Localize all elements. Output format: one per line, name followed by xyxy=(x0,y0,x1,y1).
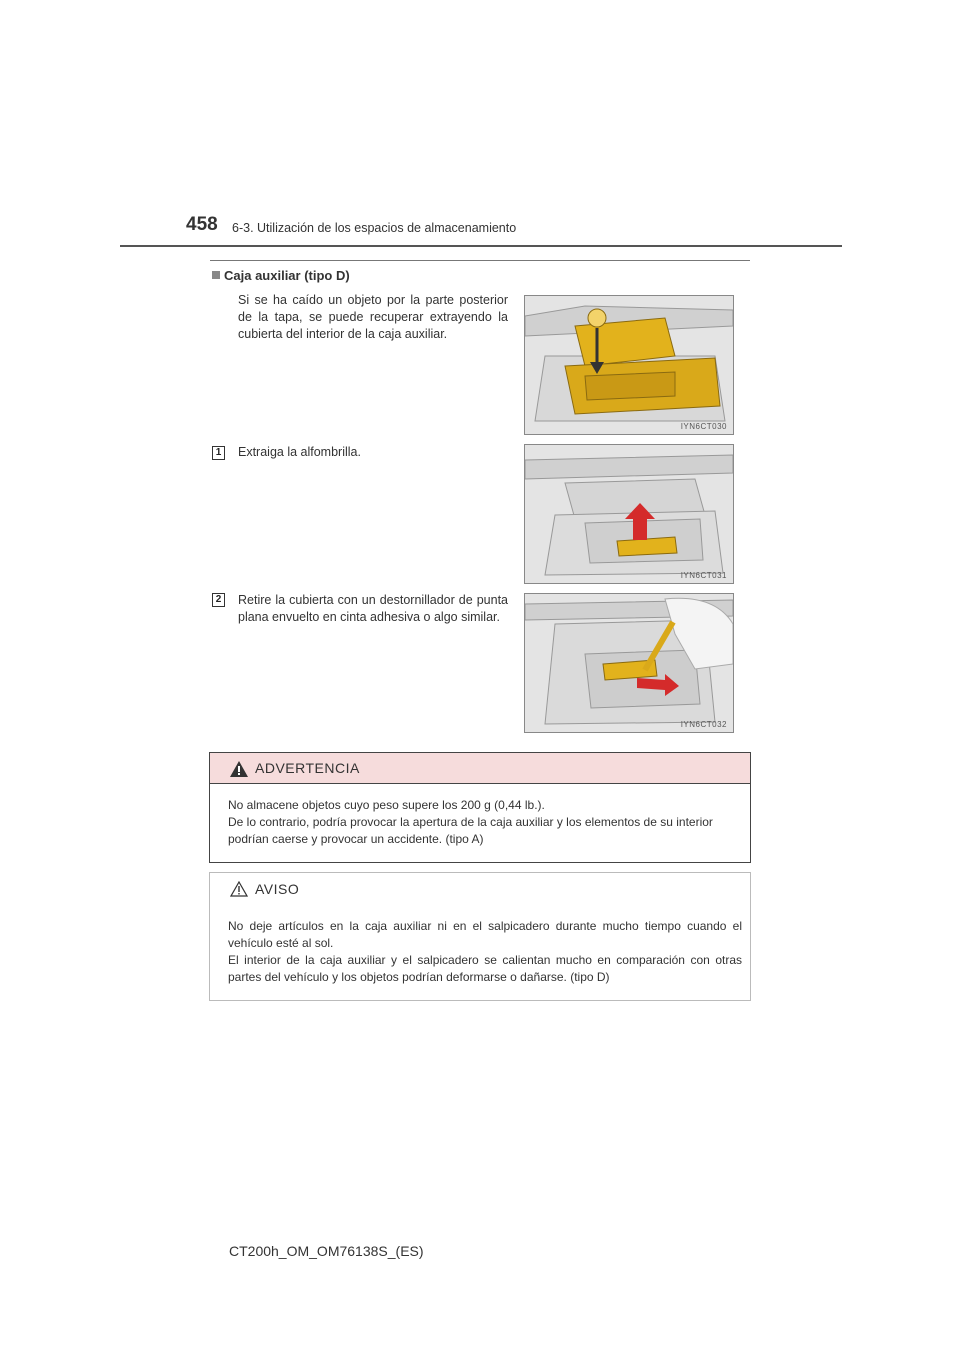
box-open-illustration xyxy=(525,296,733,434)
step-text: Retire la cubierta con un destornillador de punta plana envuelto en cinta adhesiva o algo similar. xyxy=(238,593,508,624)
section-title: 6-3. Utilización de los espacios de almacenamiento xyxy=(232,221,517,235)
square-bullet-icon xyxy=(212,271,220,279)
figure-box-open xyxy=(524,295,734,435)
figure-code: IYN6CT031 xyxy=(680,571,727,580)
subsection-heading: Caja auxiliar (tipo D) xyxy=(212,268,350,283)
figure-cover-removal xyxy=(524,593,734,733)
step-text: Extraiga la alfombrilla. xyxy=(238,445,361,459)
warning-text: No almacene objetos cuyo peso supere los 200 g (0,44 lb.). xyxy=(228,798,545,812)
warning-title: ADVERTENCIA xyxy=(255,760,360,776)
subsection-divider xyxy=(210,260,750,261)
page-number: 458 xyxy=(186,214,218,235)
warning-header xyxy=(210,753,750,784)
notice-text: No deje artículos en la caja auxiliar ni en el salpicadero durante mucho tiempo cuando el vehículo esté al sol. xyxy=(228,919,742,950)
step-number: 2 xyxy=(212,593,225,607)
warning-text: De lo contrario, podría provocar la apertura de la caja auxiliar y los elementos de su interior podrían caerse y provocar un accidente. (tipo A) xyxy=(228,815,713,846)
caution-triangle-icon xyxy=(230,881,248,897)
figure-code: IYN6CT030 xyxy=(680,422,727,431)
mat-removal-illustration xyxy=(525,445,733,583)
header-divider xyxy=(120,245,842,247)
intro-paragraph: Si se ha caído un objeto por la parte posterior de la tapa, se puede recuperar extrayendo la cubierta del interior de la caja auxiliar. xyxy=(238,293,508,341)
notice-box xyxy=(209,872,751,1001)
figure-code: IYN6CT032 xyxy=(680,720,727,729)
notice-title: AVISO xyxy=(255,881,300,897)
notice-body xyxy=(228,918,742,986)
notice-text: El interior de la caja auxiliar y el salpicadero se calientan mucho en comparación con otras partes del vehículo y los objetos podrían deformarse o dañarse. (tipo D) xyxy=(228,953,742,984)
cover-removal-illustration xyxy=(525,594,733,732)
warning-box xyxy=(209,752,751,863)
warning-body xyxy=(228,797,742,848)
manual-code: CT200h_OM_OM76138S_(ES) xyxy=(229,1243,424,1259)
warning-triangle-icon xyxy=(230,761,248,777)
step-number: 1 xyxy=(212,446,225,460)
figure-mat-removal xyxy=(524,444,734,584)
